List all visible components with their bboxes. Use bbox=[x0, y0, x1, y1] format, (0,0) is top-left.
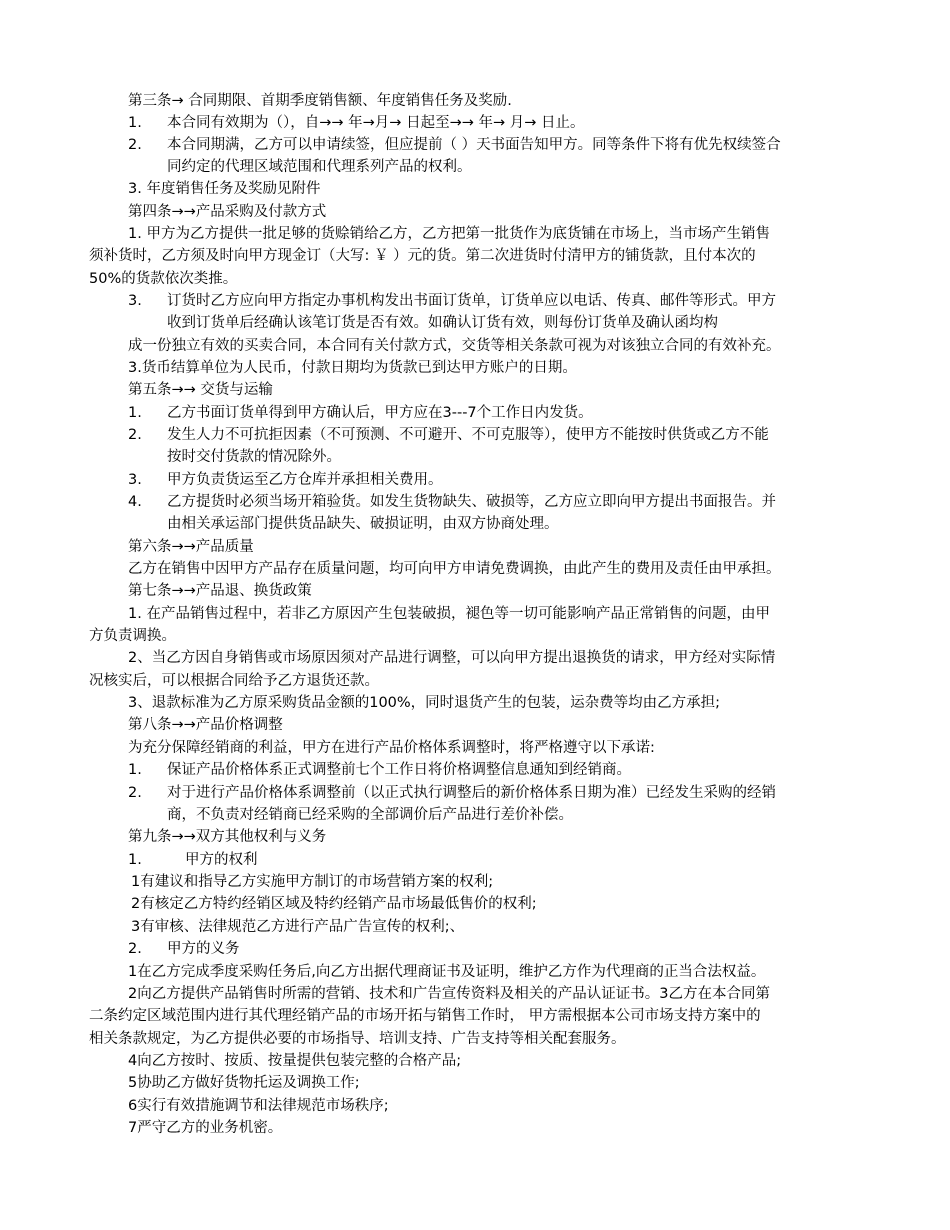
paragraph-line: 发生人力不可抗拒因素（不可预测、不可避开、不可克服等），使甲方不能按时供货或乙方不能 bbox=[167, 427, 769, 443]
paragraph-line: 成一份独立有效的买卖合同，本合同有关付款方式，交货等相关条款可视为对该独立合同的有效补充。 bbox=[128, 338, 781, 354]
paragraph-line: 乙方书面订货单得到甲方确认后，甲方应在3---7个工作日内发货。 bbox=[167, 405, 593, 421]
paragraph-line: 方负责调换。 bbox=[89, 628, 176, 644]
article-6-heading: 第六条→→产品质量 bbox=[128, 539, 254, 555]
paragraph-line: 按时交付货款的情况除外。 bbox=[167, 449, 341, 465]
article-5-heading: 第五条→→ 交货与运输 bbox=[128, 382, 273, 398]
paragraph-line: 2向乙方提供产品销售时所需的营销、技术和广告宣传资料及相关的产品认证证书。3乙方在本合同第 bbox=[128, 986, 770, 1002]
item-number: 2. bbox=[128, 785, 142, 801]
paragraph-line: 5协助乙方做好货物托运及调换工作; bbox=[128, 1075, 360, 1091]
paragraph-line: 况核实后，可以根据合同给予乙方退货还款。 bbox=[89, 673, 379, 689]
paragraph-line: 收到订货单后经确认该笔订货是否有效。如确认订货有效，则每份订货单及确认函均构 bbox=[167, 315, 718, 331]
paragraph-line: 由相关承运部门提供货品缺失、破损证明，由双方协商处理。 bbox=[167, 516, 559, 532]
paragraph-line: 1在乙方完成季度采购任务后,向乙方出据代理商证书及证明，维护乙方作为代理商的正当合法权益。 bbox=[128, 964, 766, 980]
paragraph-line: 乙方提货时必须当场开箱验货。如发生货物缺失、破损等，乙方应立即向甲方提出书面报告。并 bbox=[167, 494, 776, 510]
item-number: 1. bbox=[128, 852, 142, 868]
paragraph-line: 保证产品价格体系正式调整前七个工作日将价格调整信息通知到经销商。 bbox=[167, 762, 631, 778]
paragraph-line: 3.货币结算单位为人民币，付款日期均为货款已到达甲方账户的日期。 bbox=[128, 360, 577, 376]
paragraph-line: 6实行有效措施调节和法律规范市场秩序; bbox=[128, 1098, 389, 1114]
paragraph-line: 3. 年度销售任务及奖励见附件 bbox=[128, 181, 321, 197]
paragraph-line: 50%的货款依次类推。 bbox=[89, 271, 238, 287]
paragraph-line: 1. 甲方为乙方提供一批足够的货赊销给乙方，乙方把第一批货作为底货铺在市场上，当市场产生销售 bbox=[128, 226, 770, 242]
paragraph-line: 4向乙方按时、按质、按量提供包装完整的合格产品; bbox=[128, 1053, 462, 1069]
subsection-heading: 甲方的义务 bbox=[167, 941, 240, 957]
paragraph-line: 订货时乙方应向甲方指定办事机构发出书面订货单，订货单应以电话、传真、邮件等形式。甲方 bbox=[167, 293, 776, 309]
paragraph-line: 7严守乙方的业务机密。 bbox=[128, 1120, 283, 1136]
article-8-heading: 第八条→→产品价格调整 bbox=[128, 717, 283, 733]
item-number: 2. bbox=[128, 941, 142, 957]
paragraph-line: 对于进行产品价格体系调整前（以正式执行调整后的新价格体系日期为准）已经发生采购的经销 bbox=[167, 785, 776, 801]
item-number: 2. bbox=[128, 137, 142, 153]
paragraph-line: 3、退款标准为乙方原采购货品金额的100%，同时退货产生的包装，运杂费等均由乙方承担; bbox=[128, 695, 721, 711]
paragraph-line: 本合同有效期为（），自→→ 年→月→ 日起至→→ 年→ 月→ 日止。 bbox=[167, 115, 585, 131]
item-number: 3. bbox=[128, 293, 142, 309]
article-3-heading: 第三条→ 合同期限、首期季度销售额、年度销售任务及奖励. bbox=[128, 93, 512, 109]
article-4-heading: 第四条→→产品采购及付款方式 bbox=[128, 204, 327, 220]
paragraph-line: 二条约定区域范围内进行其代理经销产品的市场开拓与销售工作时， 甲方需根据本公司市场支持方案中的 bbox=[89, 1008, 761, 1024]
paragraph-line: 相关条款规定，为乙方提供必要的市场指导、培训支持、广告支持等相关配套服务。 bbox=[89, 1031, 626, 1047]
paragraph-line: 1有建议和指导乙方实施甲方制订的市场营销方案的权利; bbox=[131, 874, 494, 890]
paragraph-line: 同约定的代理区域范围和代理系列产品的权利。 bbox=[167, 159, 472, 175]
item-number: 1. bbox=[128, 762, 142, 778]
item-number: 2. bbox=[128, 427, 142, 443]
paragraph-line: 2、当乙方因自身销售或市场原因须对产品进行调整，可以向甲方提出退换货的请求，甲方经对实际情 bbox=[128, 650, 776, 666]
paragraph-line: 3有审核、法律规范乙方进行产品广告宣传的权利;、 bbox=[131, 919, 465, 935]
paragraph-line: 甲方负责货运至乙方仓库并承担相关费用。 bbox=[167, 472, 443, 488]
paragraph-line: 商，不负责对经销商已经采购的全部调价后产品进行差价补偿。 bbox=[167, 807, 573, 823]
item-number: 4. bbox=[128, 494, 142, 510]
paragraph-line: 为充分保障经销商的利益，甲方在进行产品价格体系调整时，将严格遵守以下承诺: bbox=[128, 740, 655, 756]
item-number: 1. bbox=[128, 115, 142, 131]
paragraph-line: 乙方在销售中因甲方产品存在质量问题，均可向甲方申请免费调换，由此产生的费用及责任由甲承担。 bbox=[128, 561, 781, 577]
subsection-heading: 甲方的权利 bbox=[185, 852, 258, 868]
article-9-heading: 第九条→→双方其他权利与义务 bbox=[128, 829, 327, 845]
item-number: 3. bbox=[128, 472, 142, 488]
item-number: 1. bbox=[128, 405, 142, 421]
article-7-heading: 第七条→→产品退、换货政策 bbox=[128, 583, 312, 599]
paragraph-line: 1. 在产品销售过程中，若非乙方原因产生包装破损，褪色等一切可能影响产品正常销售的问题，由甲 bbox=[128, 606, 770, 622]
paragraph-line: 须补货时，乙方须及时向甲方现金订（大写: ￥ ）元的货。第二次进货时付清甲方的铺货款，且付本次的 bbox=[89, 248, 756, 264]
paragraph-line: 2有核定乙方特约经销区域及特约经销产品市场最低售价的权利; bbox=[131, 896, 537, 912]
paragraph-line: 本合同期满，乙方可以申请续签，但应提前（ ）天书面告知甲方。同等条件下将有优先权续签合 bbox=[167, 137, 781, 153]
